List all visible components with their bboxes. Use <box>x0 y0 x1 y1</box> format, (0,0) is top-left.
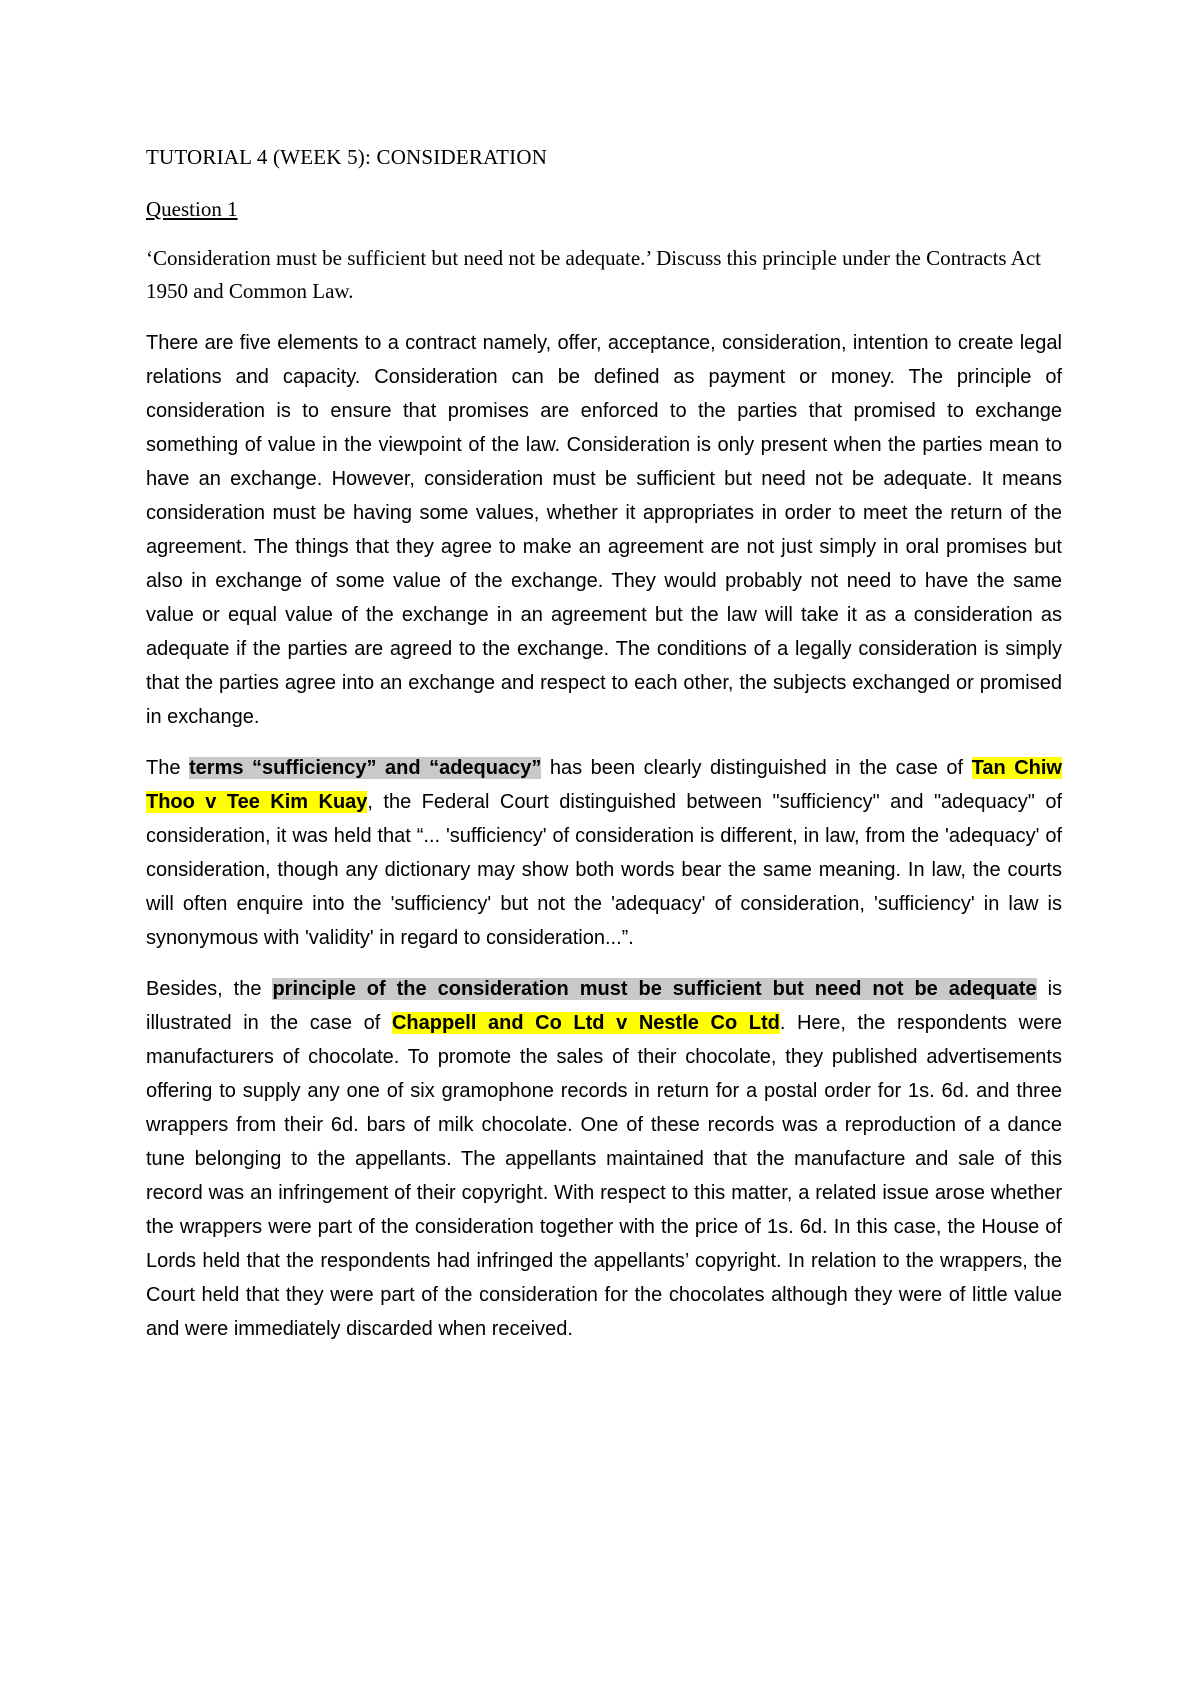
paragraph-text: The <box>146 757 189 779</box>
case-name-highlight: Chappell and Co Ltd v Nestle Co Ltd <box>391 1012 780 1034</box>
highlight-grey-terms: terms “sufficiency” and “adequacy” <box>189 757 542 779</box>
document-title: TUTORIAL 4 (WEEK 5): CONSIDERATION <box>146 145 548 169</box>
document-page <box>146 140 1062 1363</box>
paragraph-chappell <box>146 972 1062 1346</box>
question-heading: Question 1 <box>146 197 238 221</box>
paragraph-text: , the Federal Court distinguished between "sufficiency" and "adequacy" of consideration, it was held that “... 'sufficiency' of consideration is different, in law, from the 'adequacy' of consideration, though any dictionary may show both words bear the same meaning. In law, the courts will often enquire into the 'sufficiency' but not the 'adequacy' of consideration, 'sufficiency' in law is synonymous with 'validity' in regard to consideration...”. <box>146 791 1062 949</box>
highlight-grey-principle: principle of the consideration must be sufficient but need not be adequate <box>272 978 1037 1000</box>
paragraph-elements: There are five elements to a contract namely, offer, acceptance, consideration, intention to create legal relations and capacity. Consideration can be defined as payment or money. The principle of consideration is to ensure that promises are enforced to the parties that promised to exchange something of value in the viewpoint of the law. Consideration is only present when the parties mean to have an exchange. However, consideration must be sufficient but need not be adequate. It means consideration must be having some values, whether it appropriates in order to meet the return of the agreement. The things that they agree to make an agreement are not just simply in oral promises but also in exchange of some value of the exchange. They would probably not need to have the same value or equal value of the exchange in an agreement but the law will take it as a consideration as adequate if the parties are agreed to the exchange. The conditions of a legally consideration is simply that the parties agree into an exchange and respect to each other, the subjects exchanged or promised in exchange. <box>146 332 1062 728</box>
paragraph-text: . Here, the respondents were manufacturers of chocolate. To promote the sales of their chocolate, they published advertisements offering to supply any one of six gramophone records in return for a postal order for 1s. 6d. and three wrappers from their 6d. bars of milk chocolate. One of these records was a reproduction of a dance tune belonging to the appellants. The appellants maintained that the manufacture and sale of this record was an infringement of their copyright. With respect to this matter, a related issue arose whether the wrappers were part of the consideration together with the price of 1s. 6d. In this case, the House of Lords held that the respondents had infringed the appellants’ copyright. In relation to the wrappers, the Court held that they were part of the consideration for the chocolates although they were of little value and were immediately discarded when received. <box>146 1012 1062 1340</box>
paragraph-text: Besides, the <box>146 978 273 1000</box>
paragraph-text: is illustrated in the case of <box>146 978 1063 1034</box>
paragraph-text: has been clearly distinguished in the case of <box>541 757 972 779</box>
case-name-highlight: Tan Chiw Thoo v Tee Kim Kuay <box>146 757 1062 813</box>
paragraph-tan-chiw-thoo <box>146 751 1062 955</box>
question-text: ‘Consideration must be sufficient but need not be adequate.’ Discuss this principle under the Contracts Act 1950 and Common Law. <box>146 246 1042 303</box>
